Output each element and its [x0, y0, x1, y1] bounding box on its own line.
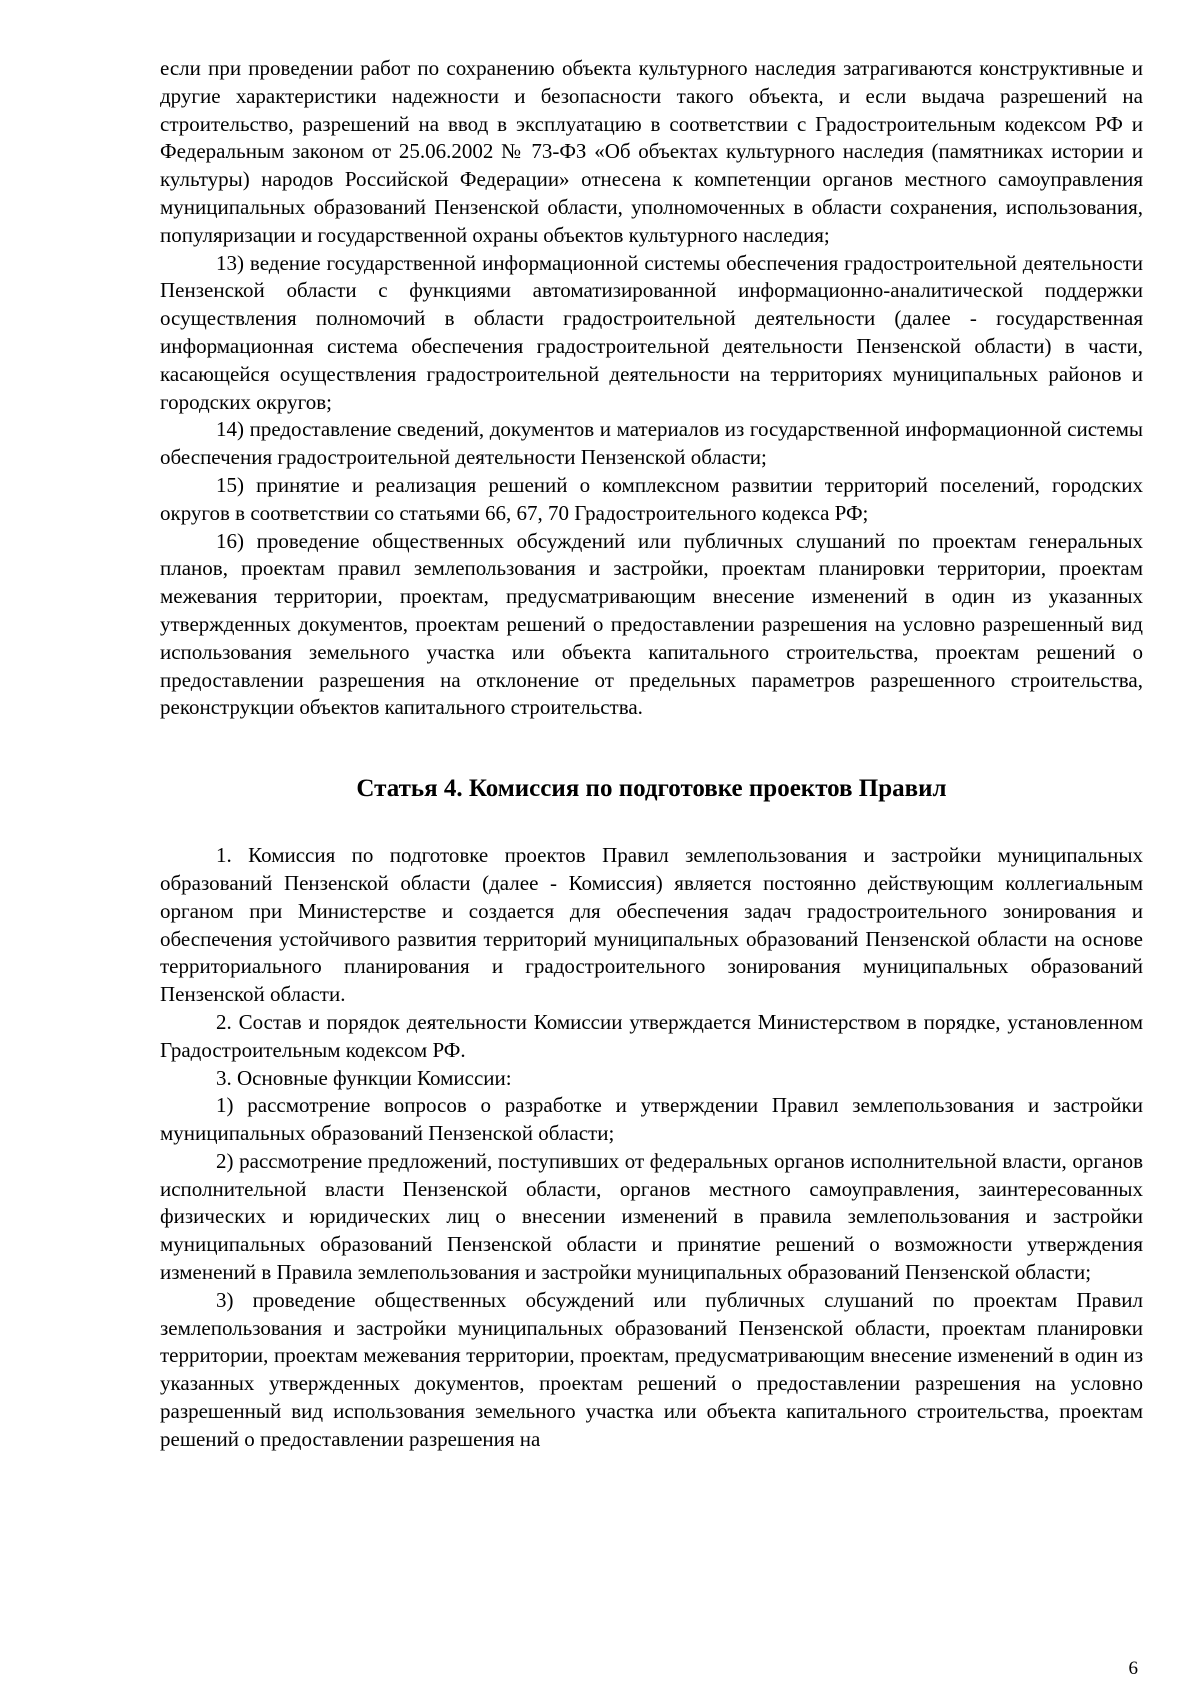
paragraph-commission-2: 2. Состав и порядок деятельности Комиссии утверждается Министерством в порядке, установленном Градостроительным кодексом РФ.	[160, 1009, 1143, 1062]
document-body	[160, 55, 1143, 1454]
paragraph-item-14: 14) предоставление сведений, документов и материалов из государственной информационной системы обеспечения градостроительной деятельности Пензенской области;	[160, 417, 1143, 470]
article-4-heading: Статья 4. Комиссия по подготовке проектов Правил	[356, 775, 947, 803]
page-number: 6	[1128, 1658, 1138, 1679]
paragraph-item-16: 16) проведение общественных обсуждений или публичных слушаний по проектам генеральных планов, проектам правил землепользования и застройки, проектам планировки территории, проектам межевания территории, проектам, предусматривающим внесение изменений в один из указанных утвержденных документов, проектам решений о предоставлении разрешения на условно разрешенный вид использования земельного участка или объекта капитального строительства, проектам решений о предоставлении разрешения на отклонение от предельных параметров разрешенного строительства, реконструкции объектов капитального строительства.	[160, 528, 1143, 720]
paragraph-cultural-heritage: если при проведении работ по сохранению объекта культурного наследия затрагиваются конструктивные и другие характеристики надежности и безопасности такого объекта, и если выдача разрешений на строительство, разрешений на ввод в эксплуатацию в соответствии с Градостроительным кодексом РФ и Федеральным законом от 25.06.2002 № 73-ФЗ «Об объектах культурного наследия (памятниках истории и культуры) народов Российской Федерации» отнесена к компетенции органов местного самоуправления муниципальных образований Пензенской области, уполномоченных в области сохранения, использования, популяризации и государственной охраны объектов культурного наследия;	[160, 56, 1143, 247]
paragraph-item-13: 13) ведение государственной информационной системы обеспечения градостроительной деятельности Пензенской области с функциями автоматизированной информационно-аналитической поддержки осуществления полномочий в области градостроительной деятельности (далее - государственная информационная система обеспечения градостроительной деятельности Пензенской области) в части, касающейся осуществления градостроительной деятельности на территориях муниципальных районов и городских округов;	[160, 250, 1143, 414]
paragraph-function-2: 2) рассмотрение предложений, поступивших от федеральных органов исполнительной власти, органов исполнительной власти Пензенской области, органов местного самоуправления, заинтересованных физических и юридических лиц о внесении изменений в правила землепользования и застройки муниципальных образований Пензенской области и принятие решений о возможности утверждения изменений в Правила землепользования и застройки муниципальных образований Пензенской области;	[160, 1148, 1143, 1285]
paragraph-commission-1: 1. Комиссия по подготовке проектов Правил землепользования и застройки муниципальных образований Пензенской области (далее - Комиссия) является постоянно действующим коллегиальным органом при Министерстве и создается для обеспечения задач градостроительного зонирования и обеспечения устойчивого развития территорий муниципальных образований Пензенской области на основе территориального планирования и градостроительного зонирования муниципальных образований Пензенской области.	[160, 843, 1143, 1007]
paragraph-function-1: 1) рассмотрение вопросов о разработке и утверждении Правил землепользования и застройки муниципальных образований Пензенской области;	[160, 1093, 1143, 1146]
paragraph-item-15: 15) принятие и реализация решений о комплексном развитии территорий поселений, городских округов в соответствии со статьями 66, 67, 70 Градостроительного кодекса РФ;	[160, 472, 1143, 525]
paragraph-function-3: 3) проведение общественных обсуждений или публичных слушаний по проектам Правил землепользования и застройки муниципальных образований Пензенской области, проектам планировки территории, проектам межевания территории, проектам, предусматривающим внесение изменений в один из указанных утвержденных документов, проектам решений о предоставлении разрешения на условно разрешенный вид использования земельного участка или объекта капитального строительства, проектам решений о предоставлении разрешения на	[160, 1287, 1143, 1451]
paragraph-commission-3: 3. Основные функции Комиссии:	[216, 1065, 512, 1090]
